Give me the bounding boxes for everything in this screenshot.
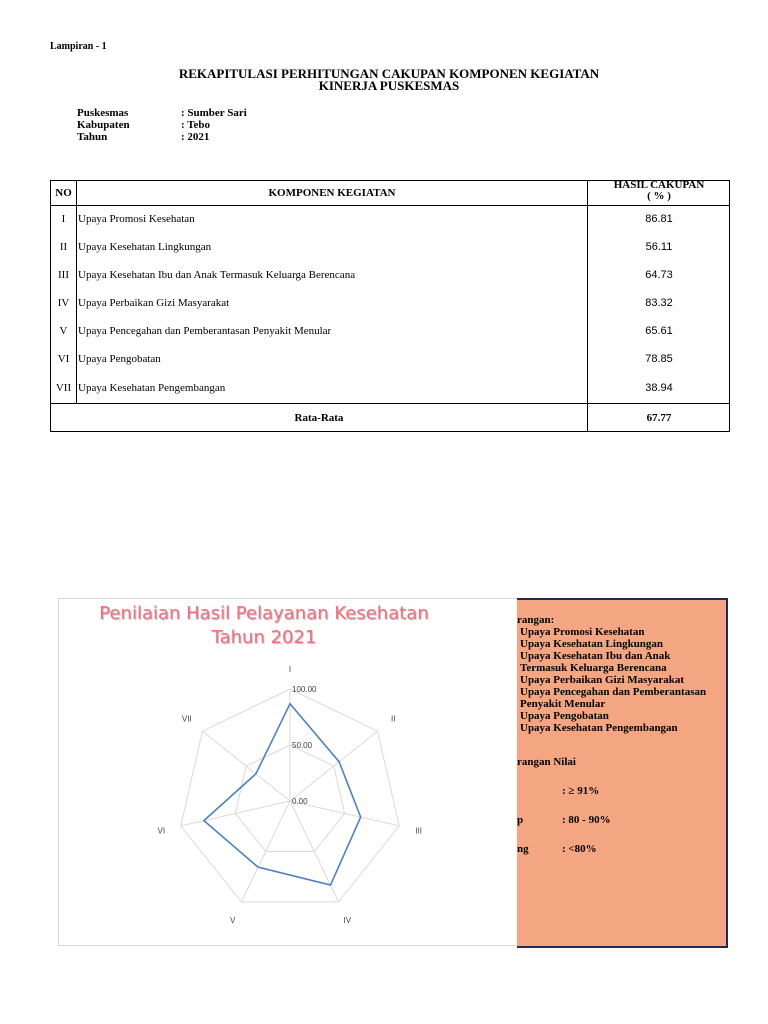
meta-tahun-value: : 2021 <box>181 131 210 143</box>
table-row <box>51 261 729 289</box>
row-komponen: Upaya Pencegahan dan Pemberantasan Penyakit Menular <box>78 325 332 337</box>
row-no: I <box>61 213 66 225</box>
row-hasil: 38.94 <box>645 382 673 394</box>
row-no: VII <box>55 382 72 394</box>
document-title-line2: KINERJA PUSKESMAS <box>318 78 460 93</box>
table-row <box>51 374 729 402</box>
legend-item: Upaya Kesehatan Ibu dan Anak <box>520 650 671 662</box>
rata-rata-value: 67.77 <box>646 412 672 424</box>
radar-spoke <box>202 731 290 801</box>
row-hasil: 83.32 <box>645 297 673 309</box>
grade-label: p <box>517 814 524 826</box>
legend-item: Upaya Kesehatan Pengembangan <box>520 722 678 734</box>
header-hasil-line1: HASIL CAKUPAN <box>613 179 705 191</box>
row-hasil: 78.85 <box>645 353 673 365</box>
row-hasil: 86.81 <box>645 213 673 225</box>
legend-item: Upaya Kesehatan Lingkungan <box>520 638 664 650</box>
row-no: VI <box>57 353 70 365</box>
chart-title <box>59 602 469 650</box>
meta-kabupaten <box>77 119 210 131</box>
document-title-line1: REKAPITULASI PERHITUNGAN CAKUPAN KOMPONEN KEGIATAN <box>178 66 600 81</box>
row-hasil: 65.61 <box>645 325 673 337</box>
row-hasil: 56.11 <box>645 241 673 253</box>
radar-category-label: IV <box>343 915 352 925</box>
row-no: III <box>58 269 69 281</box>
legend-panel <box>517 598 728 948</box>
header-komponen: KOMPONEN KEGIATAN <box>268 187 396 199</box>
radar-category-label: V <box>230 915 236 925</box>
legend-item: Upaya Pencegahan dan Pemberantasan <box>520 686 707 698</box>
table-row <box>51 345 729 373</box>
row-no: IV <box>57 297 70 309</box>
row-komponen: Upaya Perbaikan Gizi Masyarakat <box>78 297 230 309</box>
meta-tahun-label: Tahun <box>77 131 108 143</box>
radar-chart <box>59 599 517 945</box>
rekap-table <box>50 180 730 432</box>
meta-puskesmas-label: Puskesmas <box>77 107 129 119</box>
table-divider <box>51 403 729 404</box>
radar-category-label: II <box>390 714 396 724</box>
rata-rata-label: Rata-Rata <box>294 412 344 424</box>
radar-spoke <box>181 801 290 826</box>
legend-item: Upaya Promosi Kesehatan <box>520 626 645 638</box>
meta-kabupaten-value: : Tebo <box>181 119 211 131</box>
meta-tahun <box>77 131 209 143</box>
legend-heading: rangan: <box>517 614 555 626</box>
row-komponen: Upaya Kesehatan Lingkungan <box>78 241 212 253</box>
radar-category-label: I <box>288 665 292 674</box>
radar-category-label: VII <box>181 714 192 724</box>
row-komponen: Upaya Promosi Kesehatan <box>78 213 195 225</box>
lampiran-label: Lampiran - 1 <box>50 41 107 52</box>
legend-nilai-heading: rangan Nilai <box>517 756 576 768</box>
radar-chart-panel <box>58 598 518 946</box>
row-komponen: Upaya Kesehatan Pengembangan <box>78 382 226 394</box>
legend-item: Termasuk Keluarga Berencana <box>520 662 667 674</box>
row-komponen: Upaya Pengobatan <box>78 353 161 365</box>
chart-title-line1: Penilaian Hasil Pelayanan Kesehatan <box>99 603 429 624</box>
table-row <box>51 289 729 317</box>
grade-value: : ≥ 91% <box>562 785 600 797</box>
legend-item: Penyakit Menular <box>520 698 606 710</box>
radar-tick-label: 0.00 <box>292 797 308 806</box>
header-hasil-line2: ( % ) <box>647 190 671 202</box>
grade-label: ng <box>517 843 529 855</box>
meta-puskesmas <box>77 107 247 119</box>
radar-category-label: III <box>415 826 423 836</box>
radar-tick-label: 50.00 <box>292 741 313 750</box>
row-hasil: 64.73 <box>645 269 673 281</box>
row-no: V <box>59 325 68 337</box>
row-komponen: Upaya Kesehatan Ibu dan Anak Termasuk Keluarga Berencana <box>78 269 356 281</box>
meta-kabupaten-label: Kabupaten <box>77 119 130 131</box>
row-no: II <box>59 241 68 253</box>
chart-title-line2: Tahun 2021 <box>211 627 317 648</box>
meta-puskesmas-value: : Sumber Sari <box>181 107 247 119</box>
header-hasil <box>588 180 730 202</box>
legend-item: Upaya Perbaikan Gizi Masyarakat <box>520 674 685 686</box>
table-row <box>51 205 729 233</box>
radar-tick-label: 100.00 <box>292 685 317 694</box>
header-no: NO <box>55 187 72 199</box>
radar-category-label: VI <box>157 826 166 836</box>
grade-value: : <80% <box>562 843 597 855</box>
table-row <box>51 233 729 261</box>
table-row <box>51 317 729 345</box>
grade-value: : 80 - 90% <box>562 814 611 826</box>
legend-item: Upaya Pengobatan <box>520 710 609 722</box>
